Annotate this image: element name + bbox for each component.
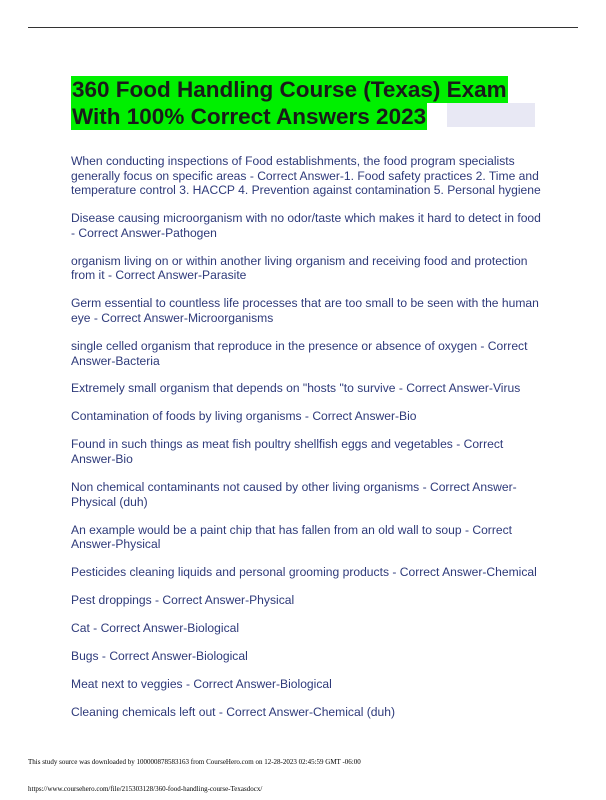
source-url[interactable]: https://www.coursehero.com/file/215303128/360-food-handling-course-Texasdocx/: [28, 785, 263, 793]
title-line-2: With 100% Correct Answers 2023: [72, 104, 427, 129]
qa-item: When conducting inspections of Food establishments, the food program specialists generally focus on specific areas - Correct Answer-1. Food safety practices 2. Time and temperature control 3. HACCP 4. Prevention against contamination 5. Personal hygiene: [71, 154, 541, 198]
qa-item: Pesticides cleaning liquids and personal grooming products - Correct Answer-Chemical: [71, 565, 537, 580]
qa-item: organism living on or within another living organism and receiving food and protection from it - Correct Answer-Parasite: [71, 253, 528, 283]
qa-item: Pest droppings - Correct Answer-Physical: [71, 593, 295, 608]
top-divider: [28, 27, 578, 28]
qa-item: Meat next to veggies - Correct Answer-Biological: [71, 677, 332, 692]
qa-list: [71, 154, 541, 733]
qa-item: Cleaning chemicals left out - Correct Answer-Chemical (duh): [71, 705, 395, 720]
qa-item: Germ essential to countless life processes that are too small to be seen with the human eye - Correct Answer-Microorganisms: [71, 296, 539, 325]
qa-item: single celled organism that reproduce in the presence or absence of oxygen - Correct Answer-Bacteria: [71, 338, 528, 368]
qa-item: Cat - Correct Answer-Biological: [71, 621, 240, 636]
qa-item: An example would be a paint chip that has fallen from an old wall to soup - Correct Answer-Physical: [71, 522, 512, 552]
qa-item: Found in such things as meat fish poultry shellfish eggs and vegetables - Correct Answer-Bio: [71, 437, 504, 467]
qa-item: Extremely small organism that depends on "hosts "to survive - Correct Answer-Virus: [71, 381, 521, 396]
qa-item: Contamination of foods by living organisms - Correct Answer-Bio: [71, 409, 417, 424]
title-line-1: 360 Food Handling Course (Texas) Exam: [72, 77, 507, 102]
download-notice: This study source was downloaded by 100000878583163 from CourseHero.com on 12-28-2023 02:45:59 GMT -06:00: [28, 758, 361, 766]
qa-item: Bugs - Correct Answer-Biological: [71, 649, 248, 664]
qa-item: Non chemical contaminants not caused by other living organisms - Correct Answer-Physical (duh): [71, 480, 517, 509]
document-title: [71, 76, 535, 130]
qa-item: Disease causing microorganism with no odor/taste which makes it hard to detect in food - Correct Answer-Pathogen: [71, 211, 541, 240]
